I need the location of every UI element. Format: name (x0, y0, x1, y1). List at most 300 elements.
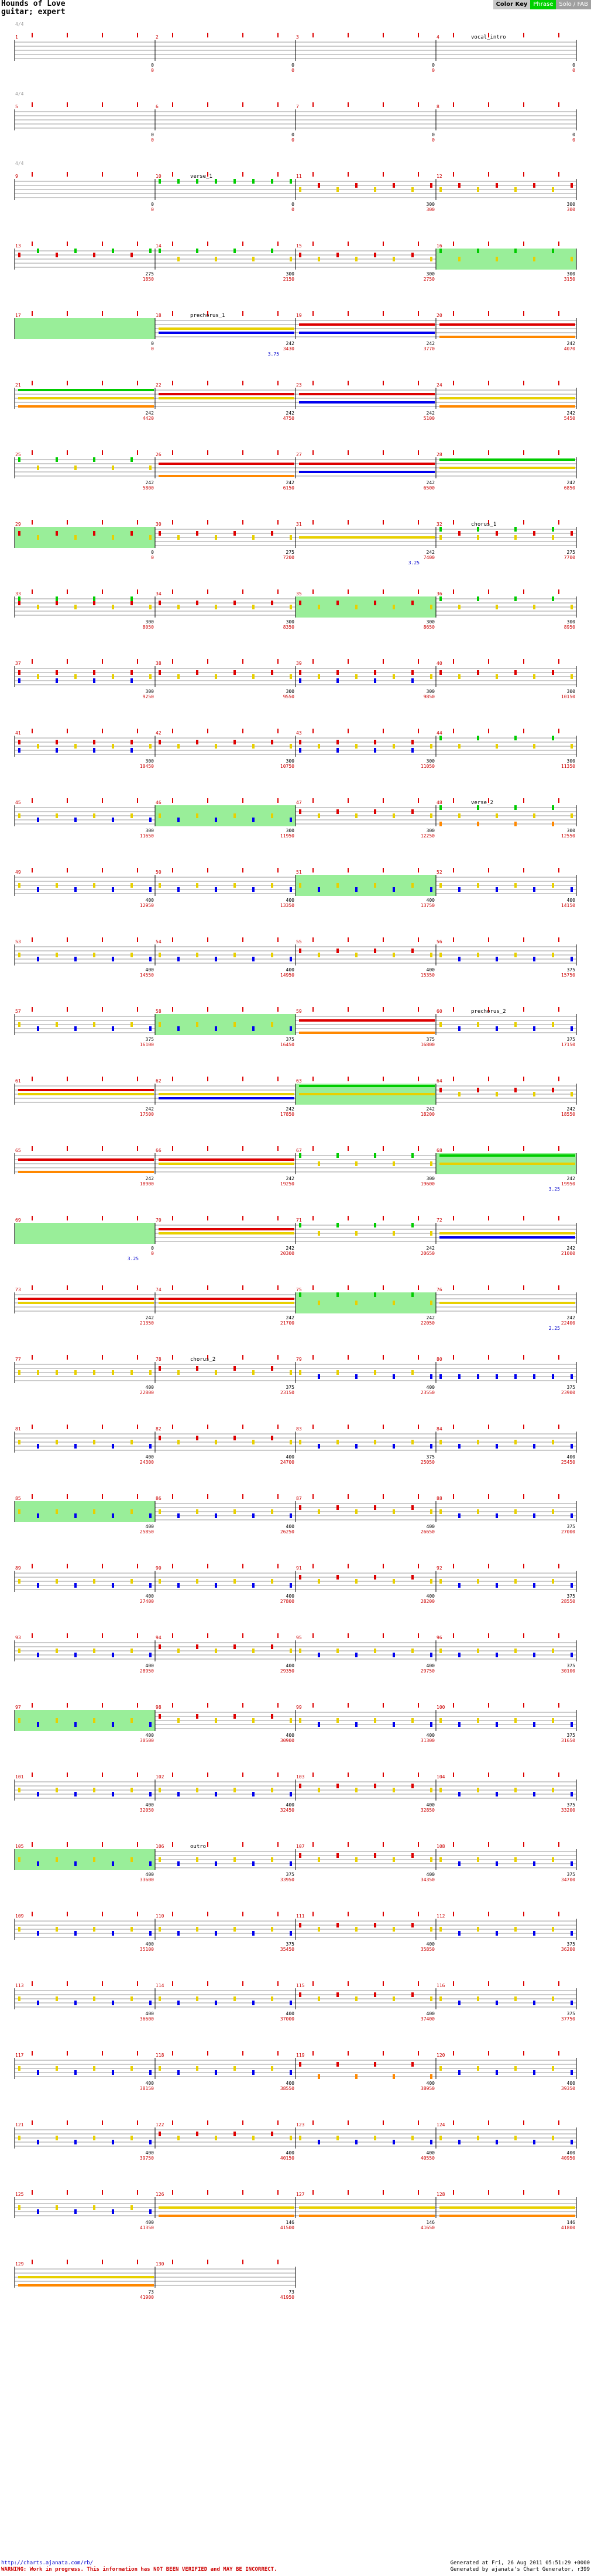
measure-number: 108 (437, 1844, 445, 1849)
sustain-bar (159, 393, 294, 395)
note-gem (215, 1513, 217, 1518)
note-gem (271, 1996, 273, 2001)
note-gem (571, 957, 573, 961)
note-gem (318, 1653, 320, 1657)
note-gem (56, 1649, 58, 1653)
note-gem (159, 1714, 161, 1719)
note-gem (112, 1370, 114, 1375)
total-score: 17500 (139, 1112, 154, 1117)
note-gem (93, 748, 95, 753)
note-gem (112, 1513, 114, 1518)
total-score: 18900 (139, 1181, 154, 1187)
note-gem (196, 1857, 198, 1862)
sustain-bar (439, 1154, 575, 1157)
note-gem (196, 1022, 198, 1027)
section-label: prechorus_2 (471, 1009, 506, 1015)
note-gem (93, 678, 95, 683)
measure-number: 96 (437, 1635, 442, 1640)
note-gem (93, 953, 95, 957)
note-gem (458, 2140, 461, 2144)
time-signature: 4/4 (15, 91, 24, 96)
note-gem (514, 527, 517, 532)
note-gem (571, 531, 573, 536)
note-gem (430, 1374, 432, 1379)
sustain-bar (18, 397, 154, 399)
note-gem (271, 2066, 273, 2071)
note-gem (18, 740, 20, 744)
note-gem (533, 1861, 535, 1866)
note-gem (393, 257, 395, 261)
note-gem (299, 2136, 301, 2140)
sustain-bar (299, 1085, 435, 1087)
note-gem (458, 1792, 461, 1796)
note-gem (374, 883, 376, 888)
note-gem (159, 249, 161, 253)
note-gem (336, 1223, 339, 1227)
measure-number: 46 (156, 800, 162, 805)
note-gem (196, 1927, 198, 1932)
note-gem (177, 1718, 180, 1723)
total-score: 31300 (420, 1738, 435, 1743)
note-gem (374, 2062, 376, 2067)
total-score: 9550 (283, 694, 294, 699)
note-gem (74, 2209, 77, 2214)
note-gem (496, 1861, 498, 1866)
total-score: 6850 (563, 485, 575, 491)
note-gem (252, 535, 255, 540)
measure-number: 15 (296, 243, 302, 249)
note-gem (533, 2001, 535, 2005)
total-score: 10150 (561, 694, 575, 699)
total-score: 0 (291, 207, 294, 212)
note-gem (149, 1653, 152, 1657)
note-gem (149, 2001, 152, 2005)
note-gem (458, 1931, 461, 1936)
note-gem (496, 744, 498, 749)
measure-score: 400 (145, 898, 154, 903)
note-gem (477, 527, 479, 532)
note-gem (336, 187, 339, 192)
measure-score: 300 (426, 689, 435, 694)
note-gem (552, 883, 554, 888)
measure-score: 300 (426, 619, 435, 625)
note-gem (215, 1440, 217, 1444)
note-gem (533, 674, 535, 679)
note-gem (177, 2001, 180, 2005)
note-gem (196, 813, 198, 818)
note-gem (130, 1370, 133, 1375)
measure-score: 375 (145, 1037, 154, 1042)
total-score: 2750 (423, 277, 435, 282)
note-gem (149, 605, 152, 609)
note-gem (177, 1649, 180, 1653)
sustain-bar (18, 1089, 154, 1091)
measure-score: 400 (566, 2081, 575, 2086)
note-gem (571, 1653, 573, 1657)
note-gem (233, 601, 236, 605)
measure-number: 57 (15, 1009, 21, 1014)
note-gem (496, 1722, 498, 1727)
note-gem (318, 1161, 320, 1166)
note-gem (552, 1440, 554, 1444)
note-gem (374, 1575, 376, 1580)
note-gem (571, 2140, 573, 2144)
note-gem (439, 535, 442, 540)
note-gem (112, 1653, 114, 1657)
note-gem (393, 1579, 395, 1584)
note-gem (458, 887, 461, 892)
footer-url[interactable]: http://charts.ajanata.com/rb/ (1, 2560, 94, 2566)
measure-number: 128 (437, 2192, 445, 2197)
note-gem (290, 1583, 292, 1588)
measure-number: 73 (15, 1287, 21, 1292)
note-gem (112, 2140, 114, 2144)
total-score: 0 (151, 207, 154, 212)
measure-score: 242 (286, 1176, 294, 1181)
total-score: 9250 (142, 694, 154, 699)
note-gem (374, 740, 376, 744)
measure-number: 122 (156, 2122, 164, 2127)
note-gem (74, 1931, 77, 1936)
note-gem (56, 1509, 58, 1514)
note-gem (159, 1579, 161, 1584)
note-gem (37, 1026, 39, 1031)
note-gem (355, 674, 358, 679)
note-gem (37, 605, 39, 609)
measure-score: 400 (426, 2081, 435, 2086)
note-gem (37, 2001, 39, 2005)
measure-number: 59 (296, 1009, 302, 1014)
note-gem (74, 465, 77, 470)
note-gem (56, 883, 58, 888)
note-gem (477, 1996, 479, 2001)
tempo-marker: 3.75 (267, 351, 279, 357)
note-gem (177, 179, 180, 184)
measure-number: 103 (296, 1774, 305, 1780)
measure-score: 242 (426, 411, 435, 416)
note-gem (411, 748, 414, 753)
note-gem (458, 257, 461, 261)
note-gem (215, 179, 217, 184)
measure-score: 242 (286, 480, 294, 485)
note-gem (74, 2070, 77, 2075)
note-gem (130, 1579, 133, 1584)
note-gem (318, 813, 320, 818)
note-gem (299, 1575, 301, 1580)
note-gem (215, 2001, 217, 2005)
note-gem (552, 1996, 554, 2001)
note-gem (74, 957, 77, 961)
measure-score: 275 (566, 550, 575, 555)
measure-score: 242 (426, 1246, 435, 1251)
note-gem (112, 1722, 114, 1727)
note-gem (233, 249, 236, 253)
note-gem (37, 1370, 39, 1375)
measure-score: 300 (286, 619, 294, 625)
note-gem (571, 744, 573, 749)
note-gem (514, 883, 517, 888)
sustain-bar (159, 1232, 294, 1234)
sustain-bar (299, 1032, 435, 1034)
note-gem (496, 1931, 498, 1936)
measure-number: 37 (15, 661, 21, 666)
note-gem (393, 2140, 395, 2144)
note-gem (299, 748, 301, 753)
total-score: 34350 (420, 1877, 435, 1882)
total-score: 41800 (561, 2225, 575, 2230)
note-gem (355, 813, 358, 818)
song-title: Hounds of Love (1, 0, 66, 8)
note-gem (18, 601, 20, 605)
total-score: 300 (566, 207, 575, 212)
measure-number: 92 (437, 1565, 442, 1571)
note-gem (271, 601, 273, 605)
measure-number: 18 (156, 313, 162, 318)
measure-score: 0 (291, 63, 294, 68)
measure-number: 90 (156, 1565, 162, 1571)
measure-score: 300 (286, 271, 294, 277)
note-gem (355, 257, 358, 261)
measure-number: 53 (15, 939, 21, 944)
note-gem (290, 674, 292, 679)
measure-score: 400 (145, 2081, 154, 2086)
measure-number: 39 (296, 661, 302, 666)
note-gem (439, 1022, 442, 1027)
note-gem (271, 953, 273, 957)
note-gem (374, 1853, 376, 1858)
note-gem (233, 179, 236, 184)
measure-number: 36 (437, 591, 442, 596)
note-gem (56, 2066, 58, 2071)
note-gem (571, 887, 573, 892)
note-gem (411, 1223, 414, 1227)
note-gem (318, 1509, 320, 1514)
measure-score: 400 (286, 2150, 294, 2156)
note-gem (336, 949, 339, 953)
note-gem (411, 740, 414, 744)
sustain-bar (439, 2206, 575, 2209)
note-gem (336, 748, 339, 753)
note-gem (56, 1788, 58, 1792)
note-gem (514, 670, 517, 675)
sustain-bar (159, 327, 294, 330)
note-gem (393, 1161, 395, 1166)
section-label: vocal_intro (471, 35, 506, 40)
note-gem (18, 678, 20, 683)
note-gem (215, 1370, 217, 1375)
note-gem (355, 1509, 358, 1514)
note-gem (496, 2070, 498, 2075)
note-gem (552, 527, 554, 532)
sustain-bar (159, 397, 294, 399)
measure-number: 23 (296, 382, 302, 388)
total-score: 33950 (280, 1877, 294, 1882)
sustain-bar (18, 2284, 154, 2287)
measure-score: 300 (566, 619, 575, 625)
measure-number: 17 (15, 313, 21, 318)
note-gem (112, 887, 114, 892)
legend-color-key: Color Key (493, 0, 531, 9)
total-score: 33200 (561, 1808, 575, 1813)
total-score: 0 (572, 68, 575, 73)
note-gem (290, 2136, 292, 2140)
note-gem (130, 457, 133, 462)
note-gem (233, 1436, 236, 1440)
note-gem (514, 1440, 517, 1444)
note-gem (336, 670, 339, 675)
note-gem (514, 1927, 517, 1932)
note-gem (477, 1788, 479, 1792)
note-gem (271, 1022, 273, 1027)
measure-number: 55 (296, 939, 302, 944)
measure-number: 41 (15, 730, 21, 736)
measure-number: 94 (156, 1635, 162, 1640)
note-gem (252, 1513, 255, 1518)
note-gem (458, 1026, 461, 1031)
note-gem (374, 1440, 376, 1444)
note-gem (477, 1509, 479, 1514)
measure-score: 400 (566, 1454, 575, 1460)
note-gem (271, 2132, 273, 2136)
measure-row (15, 1912, 576, 1940)
note-gem (496, 1444, 498, 1449)
sustain-bar (299, 323, 435, 326)
sustain-bar (159, 1228, 294, 1230)
total-score: 11050 (420, 764, 435, 769)
note-gem (215, 1861, 217, 1866)
measure-row (15, 2051, 576, 2079)
note-gem (74, 1722, 77, 1727)
measure-score: 375 (566, 1663, 575, 1668)
note-gem (393, 744, 395, 749)
note-gem (177, 674, 180, 679)
note-gem (74, 1370, 77, 1375)
measure-score: 242 (145, 480, 154, 485)
note-gem (252, 818, 255, 822)
measure-score: 242 (426, 1106, 435, 1112)
note-gem (552, 1649, 554, 1653)
total-score: 28200 (420, 1599, 435, 1604)
note-gem (74, 1792, 77, 1796)
note-gem (233, 883, 236, 888)
measure-score: 400 (286, 2011, 294, 2016)
total-score: 36600 (139, 2016, 154, 2022)
note-gem (533, 1513, 535, 1518)
note-gem (74, 1583, 77, 1588)
note-gem (130, 1788, 133, 1792)
note-gem (336, 1575, 339, 1580)
note-gem (336, 2062, 339, 2067)
measure-number: 70 (156, 1218, 162, 1223)
measure-row (15, 1285, 576, 1313)
sustain-bar (439, 405, 575, 408)
note-gem (149, 1513, 152, 1518)
note-gem (458, 1861, 461, 1866)
sustain-bar (439, 397, 575, 399)
total-score: 40150 (280, 2156, 294, 2161)
note-gem (458, 605, 461, 609)
note-gem (37, 1513, 39, 1518)
measure-score: 242 (566, 1315, 575, 1320)
note-gem (571, 674, 573, 679)
note-gem (159, 2066, 161, 2071)
total-score: 12250 (420, 833, 435, 839)
note-gem (571, 605, 573, 609)
note-gem (552, 187, 554, 192)
note-chart (0, 12, 591, 2556)
measure-score: 242 (566, 1176, 575, 1181)
note-gem (252, 1861, 255, 1866)
note-gem (514, 1374, 517, 1379)
note-gem (496, 605, 498, 609)
note-gem (477, 805, 479, 810)
total-score: 9850 (423, 694, 435, 699)
total-score: 300 (426, 207, 435, 212)
note-gem (374, 1649, 376, 1653)
note-gem (112, 1931, 114, 1936)
measure-number: 4 (437, 35, 439, 40)
measure-score: 400 (145, 1454, 154, 1460)
measure-number: 77 (15, 1357, 21, 1362)
measure-number: 66 (156, 1148, 162, 1153)
note-gem (18, 531, 20, 536)
total-score: 31650 (561, 1738, 575, 1743)
note-gem (514, 1579, 517, 1584)
measure-number: 115 (296, 1983, 305, 1988)
total-score: 0 (151, 137, 154, 143)
note-gem (159, 670, 161, 675)
note-gem (271, 1857, 273, 1862)
note-gem (215, 674, 217, 679)
note-gem (411, 1853, 414, 1858)
note-gem (439, 1088, 442, 1092)
note-gem (411, 601, 414, 605)
total-score: 41650 (420, 2225, 435, 2230)
note-gem (18, 1857, 20, 1862)
measure-number: 31 (296, 522, 302, 527)
measure-number: 106 (156, 1844, 164, 1849)
note-gem (355, 605, 358, 609)
note-gem (149, 1722, 152, 1727)
note-gem (552, 1857, 554, 1862)
note-gem (533, 1583, 535, 1588)
note-gem (552, 822, 554, 826)
note-gem (149, 535, 152, 540)
note-gem (18, 2136, 20, 2140)
note-gem (439, 1857, 442, 1862)
measure-number: 22 (156, 382, 162, 388)
note-gem (56, 596, 58, 601)
note-gem (130, 2066, 133, 2071)
note-gem (439, 1788, 442, 1792)
note-gem (318, 2074, 320, 2079)
note-gem (93, 1370, 95, 1375)
note-gem (477, 1440, 479, 1444)
note-gem (552, 1088, 554, 1092)
sustain-bar (439, 467, 575, 469)
sustain-bar (159, 332, 294, 334)
total-score: 21350 (139, 1320, 154, 1326)
total-score: 16800 (420, 1042, 435, 1047)
note-gem (37, 1792, 39, 1796)
measure-score: 146 (566, 2220, 575, 2225)
note-gem (299, 1992, 301, 1997)
total-score: 14950 (280, 973, 294, 978)
sustain-bar (18, 1302, 154, 1304)
measure-score: 400 (426, 1594, 435, 1599)
note-gem (159, 1857, 161, 1862)
measure-score: 242 (566, 480, 575, 485)
